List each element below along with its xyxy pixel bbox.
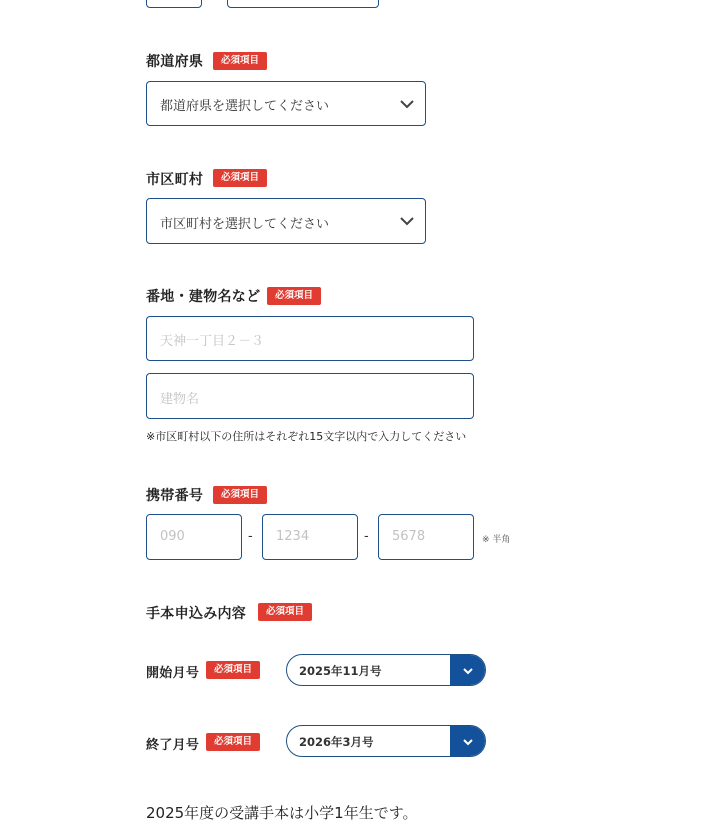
mobile-part2-placeholder: 1234: [276, 529, 310, 544]
chevron-down-icon: [462, 736, 474, 748]
mobile-part1-input[interactable]: [146, 514, 242, 560]
required-badge: 必須項目: [206, 661, 260, 679]
start-month-value: 2025年11月号: [299, 664, 382, 678]
end-month-label: 終了月号: [146, 738, 200, 753]
required-badge: 必須項目: [213, 169, 267, 187]
required-badge: 必須項目: [213, 52, 267, 70]
start-month-label: 開始月号: [146, 666, 200, 681]
required-badge: 必須項目: [206, 733, 260, 751]
mobile-label: 携帯番号: [146, 488, 204, 504]
street-address-placeholder: 天神一丁目２－３: [160, 334, 265, 349]
city-label: 市区町村: [146, 172, 204, 188]
building-name-input[interactable]: [146, 373, 474, 419]
postal-code-part1-input[interactable]: [146, 0, 202, 8]
end-month-dropdown-button[interactable]: [450, 726, 486, 757]
city-select-value: 市区町村を選択してください: [160, 217, 330, 232]
chevron-down-icon: [399, 96, 415, 112]
prefecture-select[interactable]: [146, 81, 426, 126]
chevron-down-icon: [399, 213, 415, 229]
start-month-select[interactable]: [286, 654, 486, 686]
mobile-part2-input[interactable]: [262, 514, 358, 560]
handbook-info-text: 2025年度の受講手本は小学1年生です。: [146, 804, 418, 822]
required-badge: 必須項目: [258, 603, 312, 621]
street-address-input[interactable]: [146, 316, 474, 361]
handbook-label: 手本申込み内容: [146, 606, 247, 622]
mobile-part3-input[interactable]: [378, 514, 474, 560]
required-badge: 必須項目: [213, 486, 267, 504]
city-select[interactable]: [146, 198, 426, 244]
building-name-placeholder: 建物名: [160, 392, 200, 407]
end-month-select[interactable]: [286, 725, 486, 757]
required-badge: 必須項目: [267, 287, 321, 305]
half-width-note: ※ 半角: [482, 535, 511, 545]
prefecture-select-value: 都道府県を選択してください: [160, 99, 330, 114]
start-month-dropdown-button[interactable]: [450, 655, 486, 686]
chevron-down-icon: [462, 665, 474, 677]
address-label: 番地・建物名など: [146, 289, 261, 305]
mobile-separator: -: [248, 529, 253, 544]
mobile-part3-placeholder: 5678: [392, 529, 426, 544]
prefecture-label: 都道府県: [146, 54, 204, 70]
mobile-part1-placeholder: 090: [160, 529, 185, 544]
postal-code-part2-input[interactable]: [227, 0, 379, 8]
address-note: ※市区町村以下の住所はそれぞれ15文字以内で入力してください: [146, 430, 467, 443]
mobile-separator: -: [364, 529, 369, 544]
end-month-value: 2026年3月号: [299, 735, 374, 749]
